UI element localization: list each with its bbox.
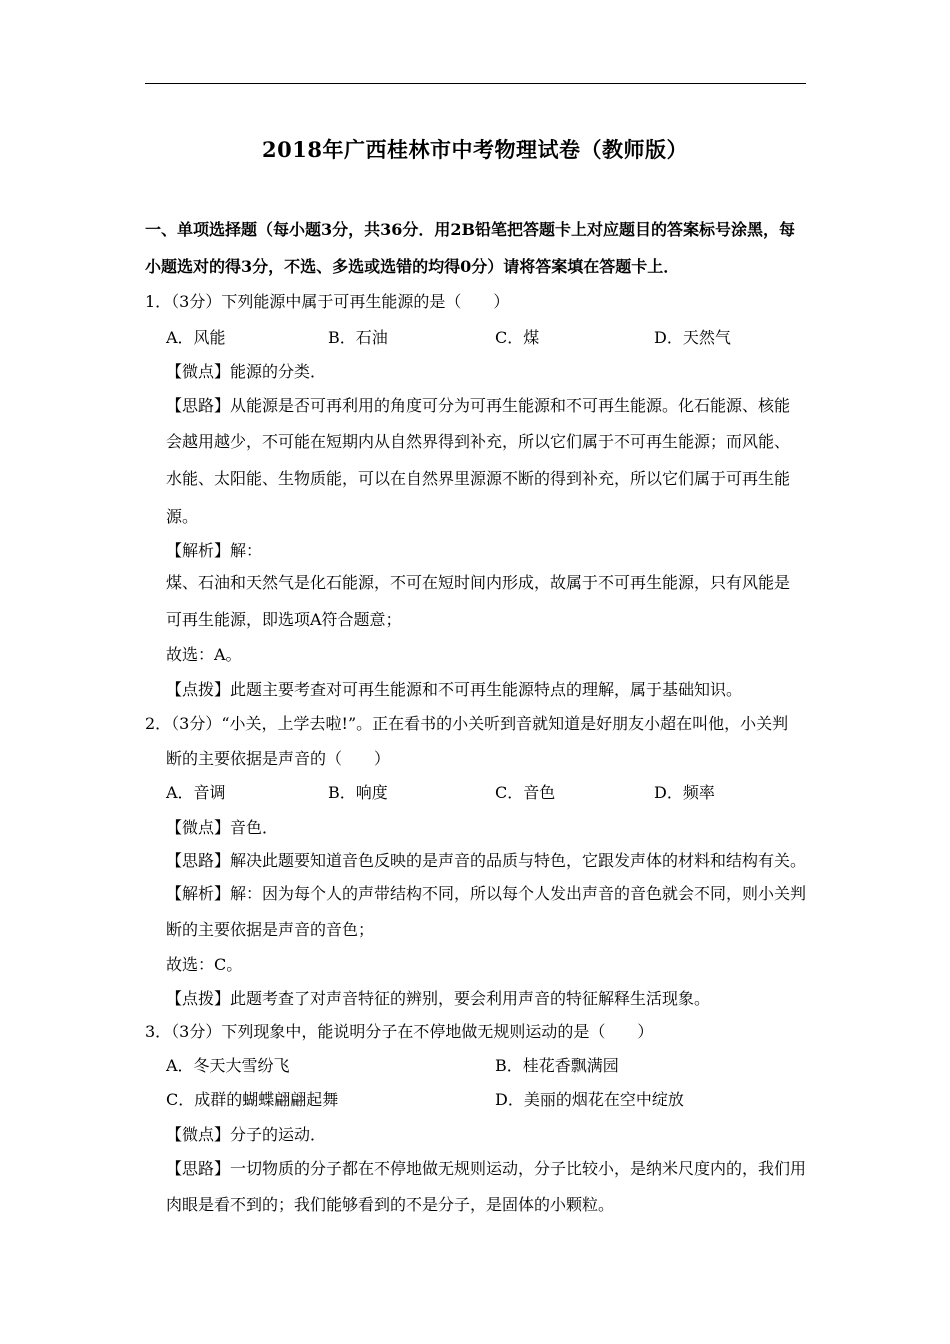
q2-stem-line: 2．（3分）“小关，上学去啦!”。正在看书的小关听到音就知道是好朋友小超在叫他，小关判 (145, 714, 789, 733)
page-title: 2018年广西桂林市中考物理试卷（教师版） (262, 137, 688, 162)
section-header-line-2: 小题选对的得3分，不选、多选或选错的均得0分）请将答案填在答题卡上． (145, 257, 680, 276)
q2-stem-line: 断的主要依据是声音的（ ） (166, 749, 391, 768)
q1-silu-line: 水能、太阳能、生物质能，可以在自然界里源源不断的得到补充，所以它们属于可再生能 (166, 469, 791, 488)
q2-weidian: 【微点】音色． (166, 818, 279, 837)
q3-option-c: C．成群的蝴蝶翩翩起舞 (166, 1090, 339, 1109)
q3-option-b: B．桂花香飘满园 (495, 1056, 619, 1075)
q2-option-b: B．响度 (328, 783, 388, 802)
q1-option-b: B．石油 (328, 328, 388, 347)
q1-stem: 1．（3分）下列能源中属于可再生能源的是（ ） (145, 292, 510, 311)
q1-jiexi-line: 煤、石油和天然气是化石能源，不可在短时间内形成，故属于不可再生能源，只有风能是 (166, 573, 791, 592)
q1-silu-line: 会越用越少，不可能在短期内从自然界得到补充，所以它们属于不可再生能源；而风能、 (166, 432, 791, 451)
q2-dianbo: 【点拨】此题考查了对声音特征的辨别，要会利用声音的特征解释生活现象。 (166, 989, 711, 1008)
q3-weidian: 【微点】分子的运动． (166, 1125, 327, 1144)
q1-option-c: C．煤 (495, 328, 540, 347)
q1-option-a: A．风能 (166, 328, 226, 347)
q1-silu-line: 源。 (166, 507, 199, 526)
q1-jiexi-line: 【解析】解： (166, 541, 263, 560)
q2-silu: 【思路】解决此题要知道音色反映的是声音的品质与特色，它跟发声体的材料和结构有关。 (166, 851, 807, 870)
q1-weidian: 【微点】能源的分类． (166, 362, 327, 381)
q2-jiexi-line: 【解析】解：因为每个人的声带结构不同，所以每个人发出声音的音色就会不同，则小关判 (166, 884, 807, 903)
q3-option-d: D．美丽的烟花在空中绽放 (495, 1090, 684, 1109)
q2-jiexi-line: 故选：C。 (166, 955, 243, 974)
q3-silu-line: 【思路】一切物质的分子都在不停地做无规则运动，分子比较小，是纳米尺度内的，我们用 (166, 1159, 807, 1178)
section-header-line-1: 一、单项选择题（每小题3分，共36分．用2B铅笔把答题卡上对应题目的答案标号涂黑，每 (145, 220, 796, 239)
top-rule (145, 83, 806, 84)
q1-option-d: D．天然气 (654, 328, 731, 347)
q2-option-d: D．频率 (654, 783, 715, 802)
q2-option-a: A．音调 (166, 783, 226, 802)
q1-dianbo: 【点拨】此题主要考查对可再生能源和不可再生能源特点的理解，属于基础知识。 (166, 680, 743, 699)
q3-option-a: A．冬天大雪纷飞 (166, 1056, 290, 1075)
q3-stem: 3．（3分）下列现象中，能说明分子在不停地做无规则运动的是（ ） (145, 1022, 654, 1041)
q1-silu-line: 【思路】从能源是否可再利用的角度可分为可再生能源和不可再生能源。化石能源、核能 (166, 396, 791, 415)
q1-jiexi-line: 故选：A。 (166, 645, 242, 664)
q2-option-c: C．音色 (495, 783, 556, 802)
q2-jiexi-line: 断的主要依据是声音的音色； (166, 920, 375, 939)
q3-silu-line: 肉眼是看不到的；我们能够看到的不是分子，是固体的小颗粒。 (166, 1195, 615, 1214)
q1-jiexi-line: 可再生能源，即选项A符合题意； (166, 610, 402, 629)
